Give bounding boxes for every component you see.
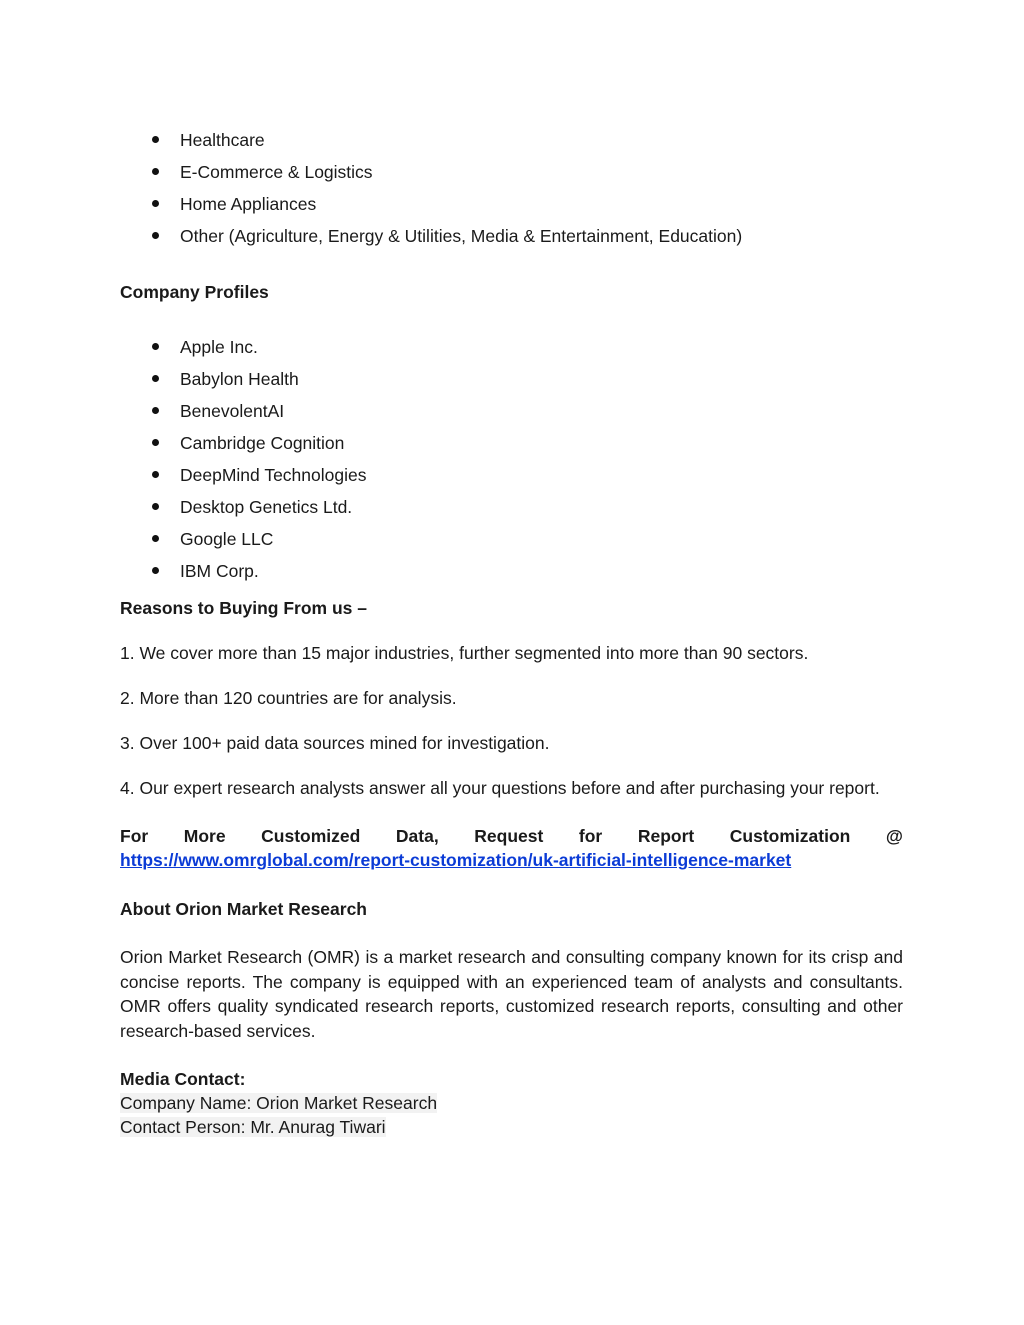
list-item: IBM Corp. (120, 560, 903, 592)
bullet-icon (152, 407, 159, 414)
company-name-line (120, 1091, 903, 1115)
document-content (120, 0, 903, 1139)
about-text: Orion Market Research (OMR) is a market research and consulting company known for its crisp and concise reports. The company is equipped with an experienced team of analysts and consultants. OMR offers quality syndicated research reports, customized research reports, consulting and other research-based services. (120, 947, 903, 1041)
customization-text: For More Customized Data, Request for Report Customization @ (120, 826, 903, 846)
contact-person: Contact Person: Mr. Anurag Tiwari (120, 1117, 386, 1137)
list-item: Babylon Health (120, 368, 903, 400)
bullet-icon (152, 200, 159, 207)
list-item: DeepMind Technologies (120, 464, 903, 496)
contact-person-line (120, 1115, 903, 1139)
bullet-icon (152, 503, 159, 510)
bullet-icon (152, 136, 159, 143)
bullet-icon (152, 439, 159, 446)
industry-list (120, 129, 903, 257)
list-item: Cambridge Cognition (120, 432, 903, 464)
reason-item: 1. We cover more than 15 major industries, further segmented into more than 90 sectors. (120, 643, 809, 663)
bullet-icon (152, 375, 159, 382)
bullet-icon (152, 232, 159, 239)
list-item: Desktop Genetics Ltd. (120, 496, 903, 528)
reason-item: 3. Over 100+ paid data sources mined for investigation. (120, 733, 550, 753)
about-heading: About Orion Market Research (120, 899, 367, 919)
customization-link-line (120, 848, 903, 872)
reason-item: 4. Our expert research analysts answer all your questions before and after purchasing your report. (120, 778, 880, 798)
bullet-icon (152, 535, 159, 542)
company-profiles-heading: Company Profiles (120, 282, 269, 302)
list-item: Google LLC (120, 528, 903, 560)
list-item: Healthcare (120, 129, 903, 161)
customization-link[interactable]: https://www.omrglobal.com/report-customization/uk-artificial-intelligence-market (120, 850, 792, 870)
reasons-heading: Reasons to Buying From us – (120, 598, 367, 618)
list-item: BenevolentAI (120, 400, 903, 432)
list-item: Apple Inc. (120, 336, 903, 368)
bullet-icon (152, 343, 159, 350)
list-item: Other (Agriculture, Energy & Utilities, Media & Entertainment, Education) (120, 225, 903, 257)
media-contact-heading: Media Contact: (120, 1069, 246, 1089)
bullet-icon (152, 471, 159, 478)
bullet-icon (152, 168, 159, 175)
list-item: E-Commerce & Logistics (120, 161, 903, 193)
list-item: Home Appliances (120, 193, 903, 225)
company-list (120, 336, 903, 592)
company-name: Company Name: Orion Market Research (120, 1093, 438, 1113)
reason-item: 2. More than 120 countries are for analysis. (120, 688, 457, 708)
bullet-icon (152, 567, 159, 574)
